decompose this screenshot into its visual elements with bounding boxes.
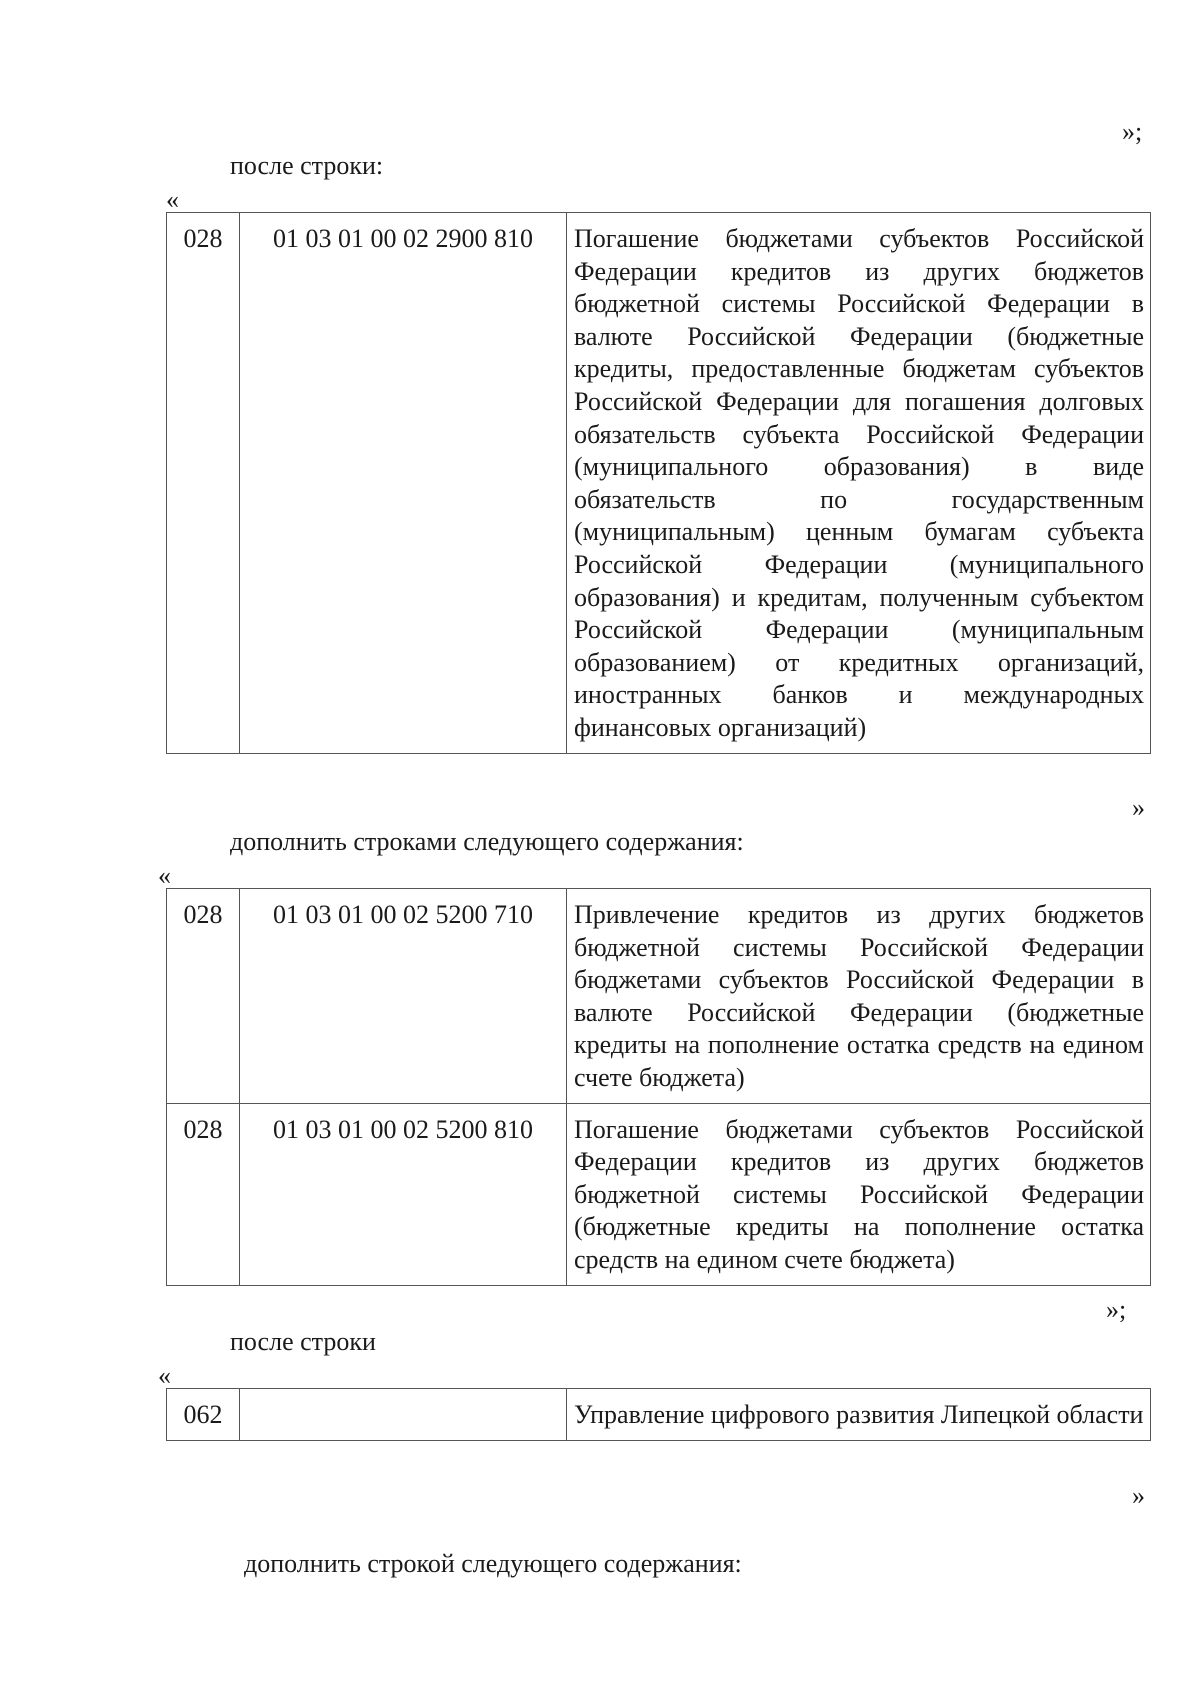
- description-cell: Погашение бюджетами субъектов Российской Федерации кредитов из других бюджетов бюджетной системы Российской Федерации в валюте Российской Федерации (бюджетные кредиты, предоставленные бюджетам субъектов Российской Федерации для погашения долговых обязательств субъекта Российской Федерации (муниципального образования) в виде обязательств по государственным (муниципальным) ценным бумагам субъекта Российской Федерации (муниципального образования) и кредитам, полученным субъектом Российской Федерации (муниципальным образованием) от кредитных организаций, иностранных банков и международных финансовых организаций): [567, 213, 1151, 754]
- opening-quote-1: «: [166, 185, 179, 214]
- table-row: [167, 889, 1151, 1104]
- description-cell: Погашение бюджетами субъектов Российской Федерации кредитов из других бюджетов бюджетной системы Российской Федерации (бюджетные кредиты на пополнение остатка средств на едином счете бюджета): [567, 1103, 1151, 1285]
- description-cell: Привлечение кредитов из других бюджетов бюджетной системы Российской Федерации бюджетами субъектов Российской Федерации в валюте Российской Федерации (бюджетные кредиты на пополнение остатка средств на едином счете бюджета): [567, 889, 1151, 1104]
- admin-code-cell: 062: [167, 1389, 240, 1441]
- table-row: [167, 1389, 1151, 1441]
- opening-quote-2: «: [158, 861, 171, 890]
- closing-quote-3: »: [1132, 1481, 1145, 1510]
- paragraph-add-rows: дополнить строками следующего содержания:: [230, 827, 744, 856]
- admin-code-cell: 028: [167, 213, 240, 754]
- budget-code-table-2: [166, 888, 1151, 1286]
- paragraph-after-row-2: после строки: [230, 1327, 376, 1356]
- admin-code-cell: 028: [167, 889, 240, 1104]
- budget-code-cell: 01 03 01 00 02 2900 810: [240, 213, 567, 754]
- closing-quote-2: »;: [1106, 1295, 1127, 1324]
- budget-code-cell: [240, 1389, 567, 1441]
- description-cell: Управление цифрового развития Липецкой области: [567, 1389, 1151, 1441]
- closing-quote-1: »: [1132, 793, 1145, 822]
- paragraph-add-row: дополнить строкой следующего содержания:: [244, 1549, 742, 1578]
- table-row: [167, 213, 1151, 754]
- opening-quote-3: «: [158, 1361, 171, 1390]
- budget-code-cell: 01 03 01 00 02 5200 710: [240, 889, 567, 1104]
- budget-code-cell: 01 03 01 00 02 5200 810: [240, 1103, 567, 1285]
- paragraph-after-row-1: после строки:: [230, 151, 384, 180]
- table-row: [167, 1103, 1151, 1285]
- admin-code-cell: 028: [167, 1103, 240, 1285]
- closing-quote-top: »;: [1122, 117, 1143, 146]
- budget-code-table-3: [166, 1388, 1151, 1441]
- budget-code-table-1: [166, 212, 1151, 754]
